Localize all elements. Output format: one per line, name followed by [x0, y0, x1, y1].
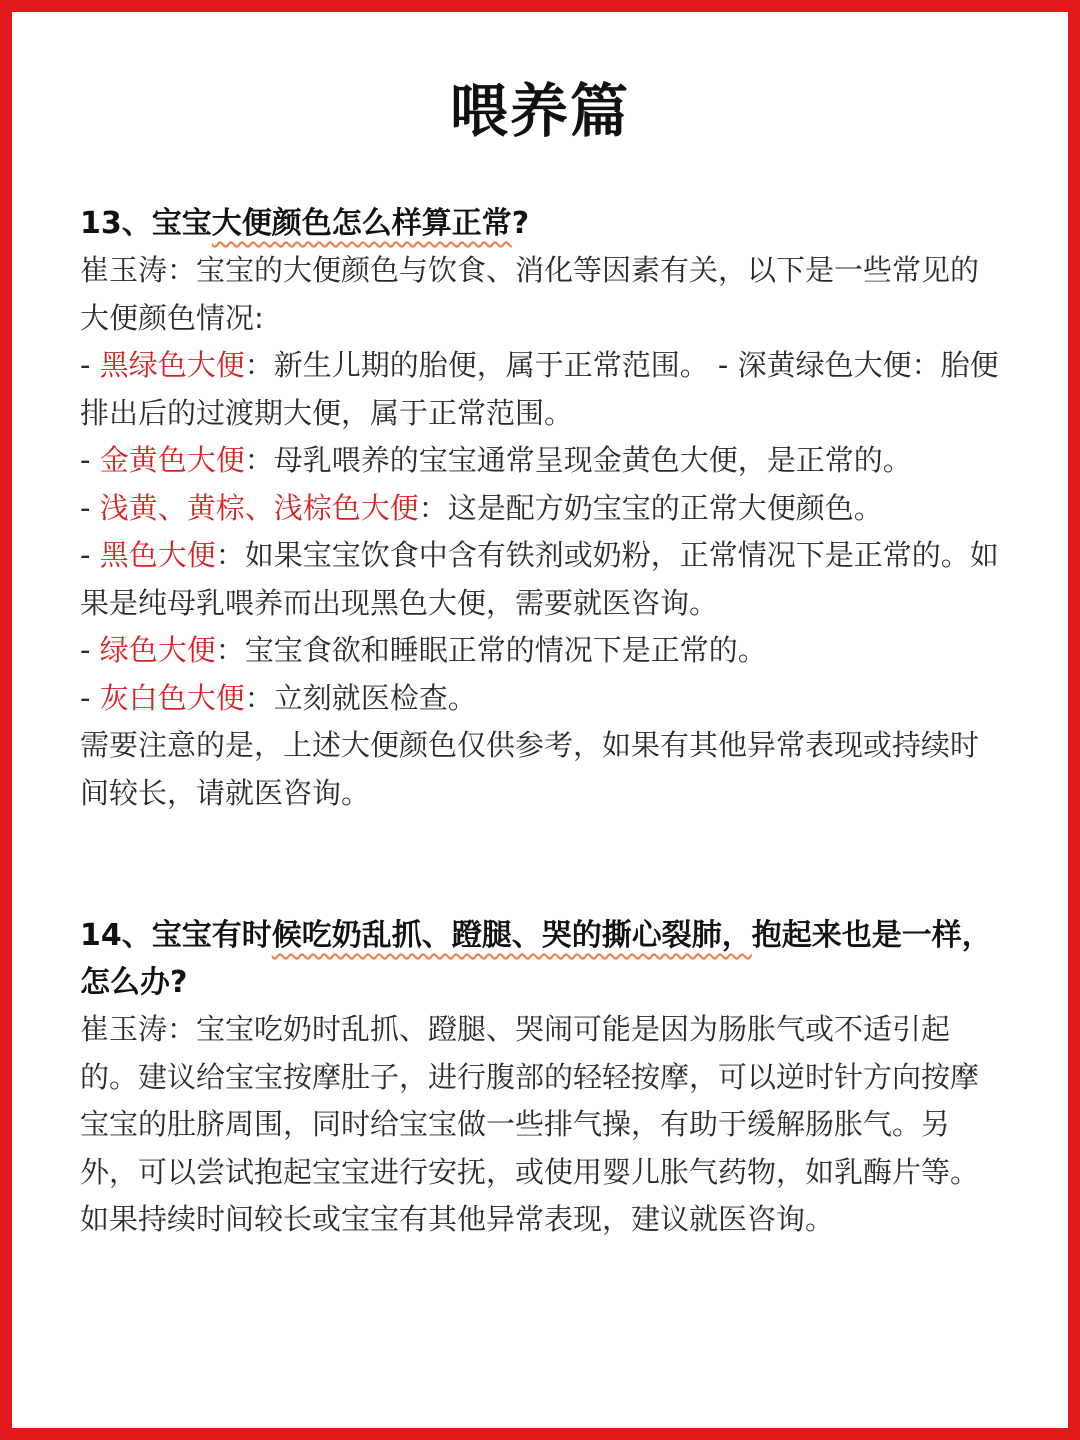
- stool-color-label: 浅黄、黄棕、浅棕色大便: [99, 490, 419, 525]
- stool-color-label: 黑色大便: [99, 538, 216, 572]
- stool-color-item: [80, 627, 1005, 675]
- stool-color-desc: ：宝宝食欲和睡眠正常的情况下是正常的。: [215, 633, 767, 667]
- question-13-underlined: 大便颜色怎么样算正常: [211, 206, 512, 241]
- stool-color-desc: ：母乳喂养的宝宝通常呈现金黄色大便，是正常的。: [244, 443, 912, 477]
- page-title: 喂养篇: [449, 77, 630, 145]
- question-13-prefix: 13、宝宝: [80, 206, 212, 241]
- answer-13-note: 需要注意的是，上述大便颜色仅供参考，如果有其他异常表现或持续时间较长，请就医咨询。: [80, 728, 980, 810]
- item-dash: -: [80, 348, 100, 382]
- question-14-prefix: 14、宝宝有时: [80, 918, 272, 953]
- stool-color-desc: ：这是配方奶宝宝的正常大便颜色。: [418, 490, 883, 525]
- stool-color-item: [80, 675, 1005, 723]
- item-dash: -: [80, 633, 100, 667]
- question-13: [80, 200, 1005, 247]
- item-dash: -: [80, 443, 100, 477]
- question-13-suffix: ?: [511, 206, 530, 241]
- question-14: [80, 912, 1005, 1006]
- stool-color-label: 灰白色大便: [99, 680, 245, 715]
- stool-color-label: 黑绿色大便: [99, 348, 245, 382]
- stool-color-item: [80, 342, 1005, 437]
- answer-14: 崔玉涛：宝宝吃奶时乱抓、蹬腿、哭闹可能是因为肠胀气或不适引起的。建议给宝宝按摩肚子，进行腹部的轻轻按摩，可以逆时针方向按摩宝宝的肚脐周围，同时给宝宝做一些排气操，有助于缓解肠胀气。另外，可以尝试抱起宝宝进行安抚，或使用婴儿胀气药物，如乳酶片等。如果持续时间较长或宝宝有其他异常表现，建议就医咨询。: [80, 1012, 980, 1236]
- answer-13-intro: 崔玉涛：宝宝的大便颜色与饮食、消化等因素有关，以下是一些常见的大便颜色情况:: [80, 253, 980, 335]
- question-14-underlined: 候吃奶乱抓、蹬腿、哭的撕心裂肺，: [271, 918, 752, 953]
- stool-color-label: 绿色大便: [99, 633, 216, 667]
- stool-color-item: [80, 485, 1005, 533]
- faq-section-13: [80, 200, 1005, 817]
- stool-color-label: 金黄色大便: [99, 443, 245, 477]
- stool-color-desc: ：新生儿期的胎便，属于正常范围。 - 深黄绿色大便：胎便排出后的过渡期大便，属于正常范围。: [80, 348, 999, 430]
- stool-color-desc: ：如果宝宝饮食中含有铁剂或奶粉，正常情况下是正常的。如果是纯母乳喂养而出现黑色大便，需要就医咨询。: [80, 538, 999, 620]
- faq-section-14: [80, 912, 1005, 1244]
- stool-color-desc: ：立刻就医检查。: [244, 680, 477, 715]
- question-14-suffix: 抱起来也是一样，怎么办?: [80, 918, 992, 1000]
- item-dash: -: [80, 680, 100, 715]
- item-dash: -: [80, 490, 100, 525]
- stool-color-item: [80, 437, 1005, 485]
- item-dash: -: [80, 538, 100, 572]
- stool-color-item: [80, 532, 1005, 627]
